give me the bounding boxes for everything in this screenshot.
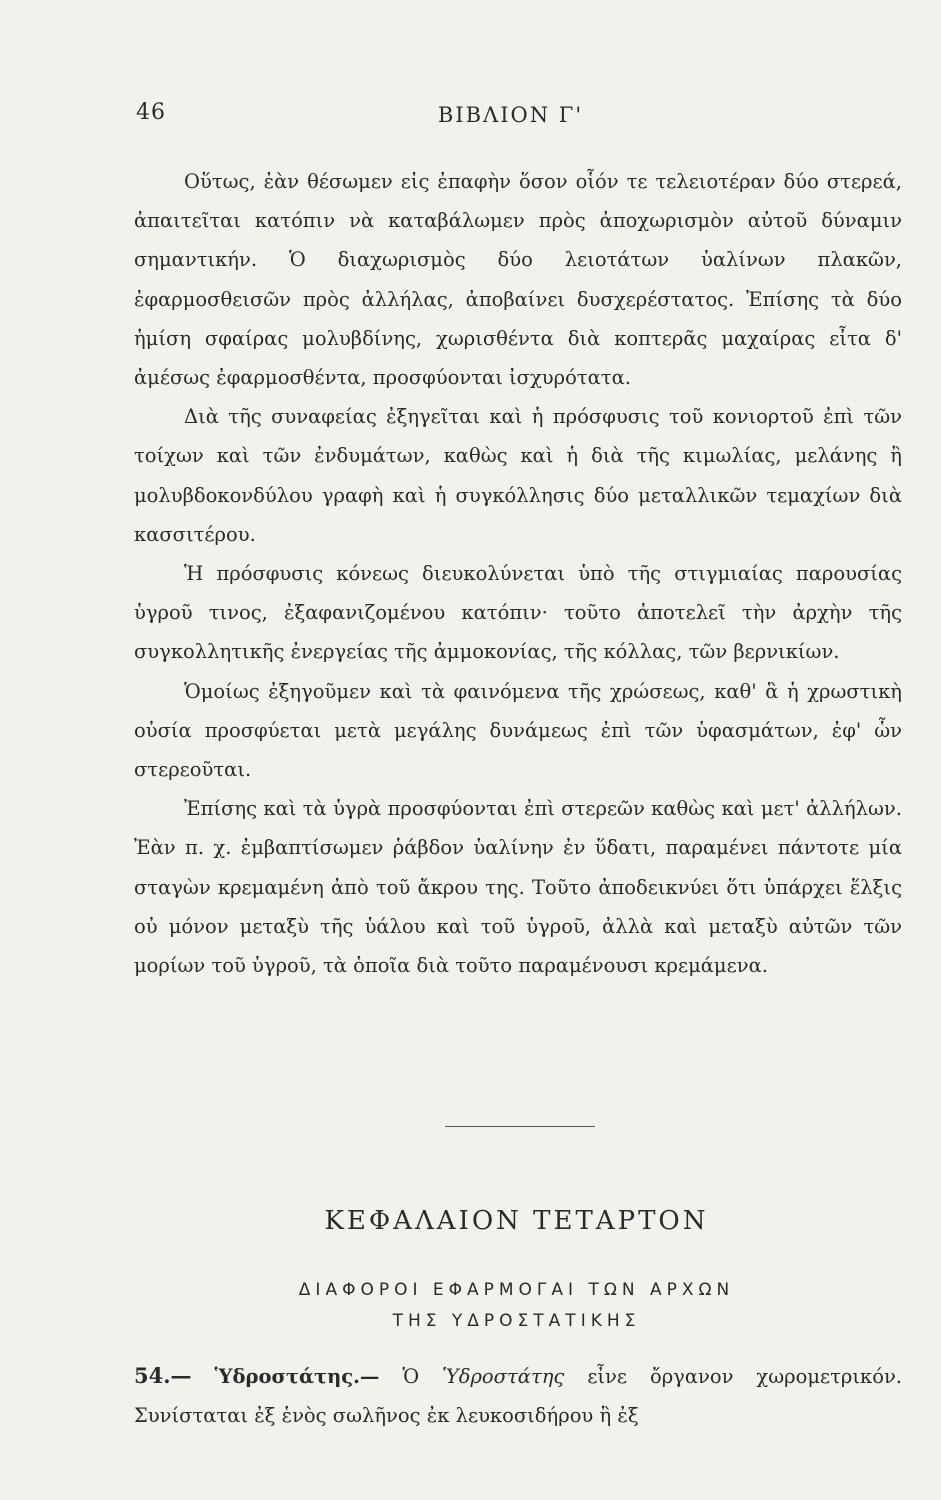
section-heading: Ὑδροστάτης.—	[214, 1365, 380, 1388]
section-text-rest: εἶνε ὄργανον χωρομετρικόν. Συνίσταται ἐξ ἑνὸς σωλῆνος ἐκ λευκοσιδήρου ἢ ἐξ	[134, 1365, 902, 1427]
section-divider	[445, 1126, 595, 1127]
section-paragraph	[134, 1356, 902, 1435]
section-number: 54.—	[134, 1363, 192, 1388]
body-text	[134, 162, 902, 985]
running-title: ΒΙΒΛΙΟΝ Γ'	[437, 103, 584, 127]
chapter-subtitle-line1: ΔΙΑΦΟΡΟΙ ΕΦΑΡΜΟΓΑΙ ΤΩΝ ΑΡΧΩΝ	[298, 1280, 735, 1300]
page-number: 46	[136, 100, 166, 125]
section-term: Ὑδροστάτης	[442, 1365, 565, 1388]
paragraph: Διὰ τῆς συναφείας ἐξηγεῖται καὶ ἡ πρόσφυσις τοῦ κονιορτοῦ ἐπὶ τῶν τοίχων καὶ τῶν ἐνδυμάτων, καθὼς καὶ ἡ διὰ τῆς κιμωλίας, μελάνης ἢ μολυβδοκονδύλου γραφὴ καὶ ἡ συγκόλλησις δύο μεταλλικῶν τεμαχίων διὰ κασσιτέρου.	[134, 405, 902, 546]
section-54	[134, 1356, 902, 1435]
paragraph: Οὕτως, ἐὰν θέσωμεν εἰς ἐπαφὴν ὅσον οἷόν τε τελειοτέραν δύο στερεά, ἀπαιτεῖται κατόπιν νὰ καταβάλωμεν πρὸς ἀποχωρισμὸν αὐτοῦ δύναμιν σημαντικήν. Ὁ διαχωρισμὸς δύο λειοτάτων ὑαλίνων πλακῶν, ἐφαρμοσθεισῶν πρὸς ἀλλήλας, ἀποβαίνει δυσχερέστατος. Ἐπίσης τὰ δύο ἡμίση σφαίρας μολυβδίνης, χωρισθέντα διὰ κοπτερᾶς μαχαίρας εἶτα δ' ἀμέσως ἐφαρμοσθέντα, προσφύονται ἰσχυρότατα.	[134, 170, 902, 390]
paragraph: Ἡ πρόσφυσις κόνεως διευκολύνεται ὑπὸ τῆς στιγμιαίας παρουσίας ὑγροῦ τινος, ἐξαφανιζομένου κατόπιν· τοῦτο ἀποτελεῖ τὴν ἀρχὴν τῆς συγκολλητικῆς ἐνεργείας τῆς ἀμμοκονίας, τῆς κόλλας, τῶν βερνικίων.	[134, 562, 902, 664]
paragraph: Ὁμοίως ἐξηγοῦμεν καὶ τὰ φαινόμενα τῆς χρώσεως, καθ' ἃ ἡ χρωστικὴ οὐσία προσφύεται μετὰ μεγάλης δυνάμεως ἐπὶ τῶν ὑφασμάτων, ἐφ' ὧν στερεοῦται.	[134, 679, 902, 782]
chapter-title: ΚΕΦΑΛΑΙΟΝ ΤΕΤΑΡΤΟΝ	[324, 1206, 709, 1236]
paragraph: Ἐπίσης καὶ τὰ ὑγρὰ προσφύονται ἐπὶ στερεῶν καθὼς καὶ μετ' ἀλλήλων. Ἐὰν π. χ. ἐμβαπτίσωμεν ῥάβδον ὑαλίνην ἐν ὕδατι, παραμένει πάντοτε μία σταγὼν κρεμαμένη ἀπὸ τοῦ ἄκρου της. Τοῦτο ἀποδεικνύει ὅτι ὑπάρχει ἕλξις οὐ μόνον μεταξὺ τῆς ὑάλου καὶ τοῦ ὑγροῦ, ἀλλὰ καὶ μεταξὺ αὐτῶν τῶν μορίων τοῦ ὑγροῦ, τὰ ὁποῖα διὰ τοῦτο παραμένουσι κρεμάμενα.	[134, 797, 902, 978]
chapter-subtitle-line2: ΤΗΣ ΥΔΡΟΣΤΑΤΙΚΗΣ	[392, 1311, 641, 1331]
section-text-start: Ὁ	[402, 1365, 420, 1388]
